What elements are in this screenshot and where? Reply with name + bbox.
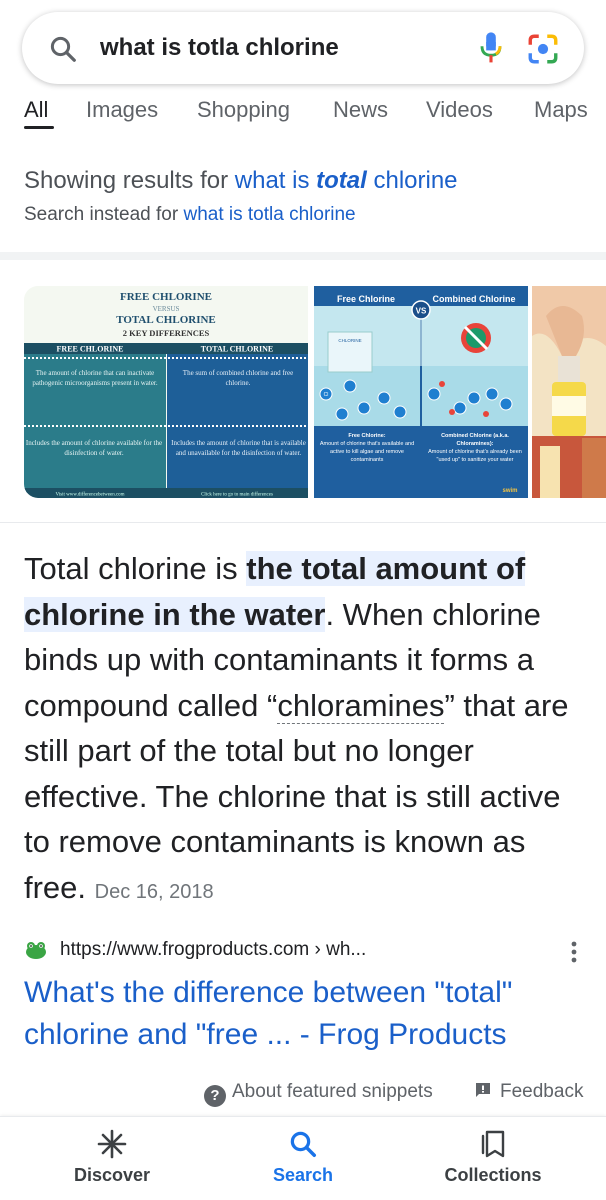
corrected-query-part[interactable]: chlorine bbox=[366, 167, 458, 194]
more-options-icon[interactable] bbox=[564, 938, 584, 966]
search-instead-prefix: Search instead for bbox=[24, 204, 184, 225]
original-query-link[interactable]: what is totla chlorine bbox=[183, 204, 356, 225]
combined-chlorine-caption: Amount of chlorine that's already been "used up" to sanitize your water bbox=[428, 449, 522, 463]
nav-discover-label[interactable]: Discover bbox=[73, 1165, 151, 1185]
image-carousel[interactable] bbox=[24, 286, 606, 498]
snippet-date: Dec 16, 2018 bbox=[94, 880, 214, 903]
bottom-navigation bbox=[0, 1116, 606, 1200]
nav-discover[interactable] bbox=[42, 1129, 182, 1199]
infographic-col2-head: TOTAL CHLORINE bbox=[200, 344, 274, 354]
infographic-col1-text2: Includes the amount of chlorine available for the disinfection of water. bbox=[25, 439, 163, 457]
nav-search-label[interactable]: Search bbox=[272, 1165, 334, 1185]
corrected-query-part[interactable]: what is bbox=[234, 167, 317, 194]
result-title-link[interactable]: What's the difference between "total" chlorine and "free ... - Frog Products bbox=[24, 976, 513, 1051]
free-chlorine-caption-title: Free Chlorine: bbox=[348, 433, 386, 439]
snippet-text-after: ” that are still part of the total but no longer effective. The chlorine that is still active to remove contaminants is known as free. bbox=[24, 687, 569, 905]
search-instead-line bbox=[24, 202, 356, 228]
tab-news[interactable]: News bbox=[333, 97, 389, 122]
tab-maps[interactable]: Maps bbox=[534, 97, 588, 122]
corrected-query-link[interactable] bbox=[235, 167, 458, 194]
help-icon: ? bbox=[204, 1085, 226, 1107]
feedback-link[interactable] bbox=[474, 1080, 583, 1104]
about-featured-snippets-link[interactable] bbox=[204, 1080, 433, 1107]
combined-left-head: Free Chlorine bbox=[336, 294, 396, 304]
infographic-col1-head: FREE CHLORINE bbox=[56, 344, 124, 354]
google-lens-icon[interactable] bbox=[526, 32, 560, 66]
feedback-icon bbox=[474, 1081, 492, 1099]
combined-right-head: Combined Chlorine bbox=[432, 294, 516, 304]
infographic-versus: VERSUS bbox=[152, 305, 180, 313]
snippet-highlight: the total amount of chlorine in the water bbox=[24, 551, 526, 632]
infographic-col2-text1: The sum of combined chlorine and free chlorine. bbox=[182, 369, 294, 387]
section-divider bbox=[0, 522, 606, 523]
infographic-free-vs-combined bbox=[314, 286, 528, 498]
collections-icon bbox=[478, 1129, 508, 1159]
frog-favicon-icon bbox=[24, 940, 48, 960]
tab-shopping[interactable]: Shopping bbox=[197, 97, 290, 122]
featured-snippet-text bbox=[24, 546, 584, 915]
active-tab-indicator bbox=[24, 126, 54, 129]
tab-all[interactable]: All bbox=[24, 97, 49, 122]
image-free-vs-combined-chlorine[interactable] bbox=[314, 286, 528, 498]
infographic-free-vs-total bbox=[24, 286, 308, 498]
corrected-word[interactable]: total bbox=[316, 167, 367, 194]
combined-chlorine-caption-title: Combined Chlorine (a.k.a. Chloramines): bbox=[441, 433, 509, 447]
chlorine-ion-label: Cl bbox=[323, 392, 329, 398]
image-chlorine-test-kit[interactable] bbox=[532, 286, 606, 498]
nav-collections-label[interactable]: Collections bbox=[444, 1165, 542, 1185]
search-icon[interactable] bbox=[48, 34, 78, 64]
infographic-col2-text2: Includes the amount of chlorine that is available and unavailable for the disinfection of water. bbox=[171, 439, 306, 457]
test-kit-photo bbox=[532, 286, 606, 498]
spelling-correction bbox=[0, 140, 606, 260]
free-chlorine-caption: Amount of chlorine that's available and active to kill algae and remove contaminants bbox=[319, 441, 415, 463]
snippet-text-before: Total chlorine is bbox=[24, 551, 247, 586]
showing-results-line bbox=[24, 166, 458, 196]
microphone-icon[interactable] bbox=[476, 30, 506, 66]
infographic-footer1: Visit www.differencebetween.com bbox=[55, 492, 125, 498]
infographic-title1: FREE CHLORINE bbox=[120, 291, 212, 303]
result-url[interactable]: https://www.frogproducts.com › wh... bbox=[60, 939, 367, 960]
image-free-vs-total-chlorine[interactable] bbox=[24, 286, 308, 498]
showing-results-prefix: Showing results for bbox=[24, 167, 235, 194]
about-label[interactable]: About featured snippets bbox=[232, 1081, 433, 1102]
search-input[interactable]: what is totla chlorine bbox=[100, 34, 339, 61]
nav-collections[interactable] bbox=[423, 1129, 563, 1199]
swim-logo: swim bbox=[502, 488, 518, 494]
search-nav-icon bbox=[288, 1129, 318, 1159]
feedback-label[interactable]: Feedback bbox=[500, 1081, 584, 1102]
search-tabs bbox=[0, 86, 606, 132]
search-bar[interactable] bbox=[22, 12, 584, 84]
infographic-col1-text1: The amount of chlorine that can inactivate pathogenic microorganisms present in water. bbox=[32, 369, 158, 387]
infographic-title2: TOTAL CHLORINE bbox=[116, 314, 216, 326]
tab-videos[interactable]: Videos bbox=[426, 97, 493, 122]
combined-vs: VS bbox=[415, 306, 427, 316]
infographic-footer2: Click here to go to main differences bbox=[201, 492, 273, 498]
tab-images[interactable]: Images bbox=[86, 97, 159, 122]
nav-search[interactable] bbox=[233, 1129, 373, 1199]
snippet-text-mid: . When chlorine binds up with contaminants it forms a compound called “ bbox=[24, 596, 541, 723]
infographic-subtitle: 2 KEY DIFFERENCES bbox=[122, 328, 210, 338]
discover-icon bbox=[97, 1129, 127, 1159]
chloramines-term[interactable]: chloramines bbox=[277, 687, 445, 723]
chlorine-container-label: CHLORINE bbox=[338, 338, 362, 343]
